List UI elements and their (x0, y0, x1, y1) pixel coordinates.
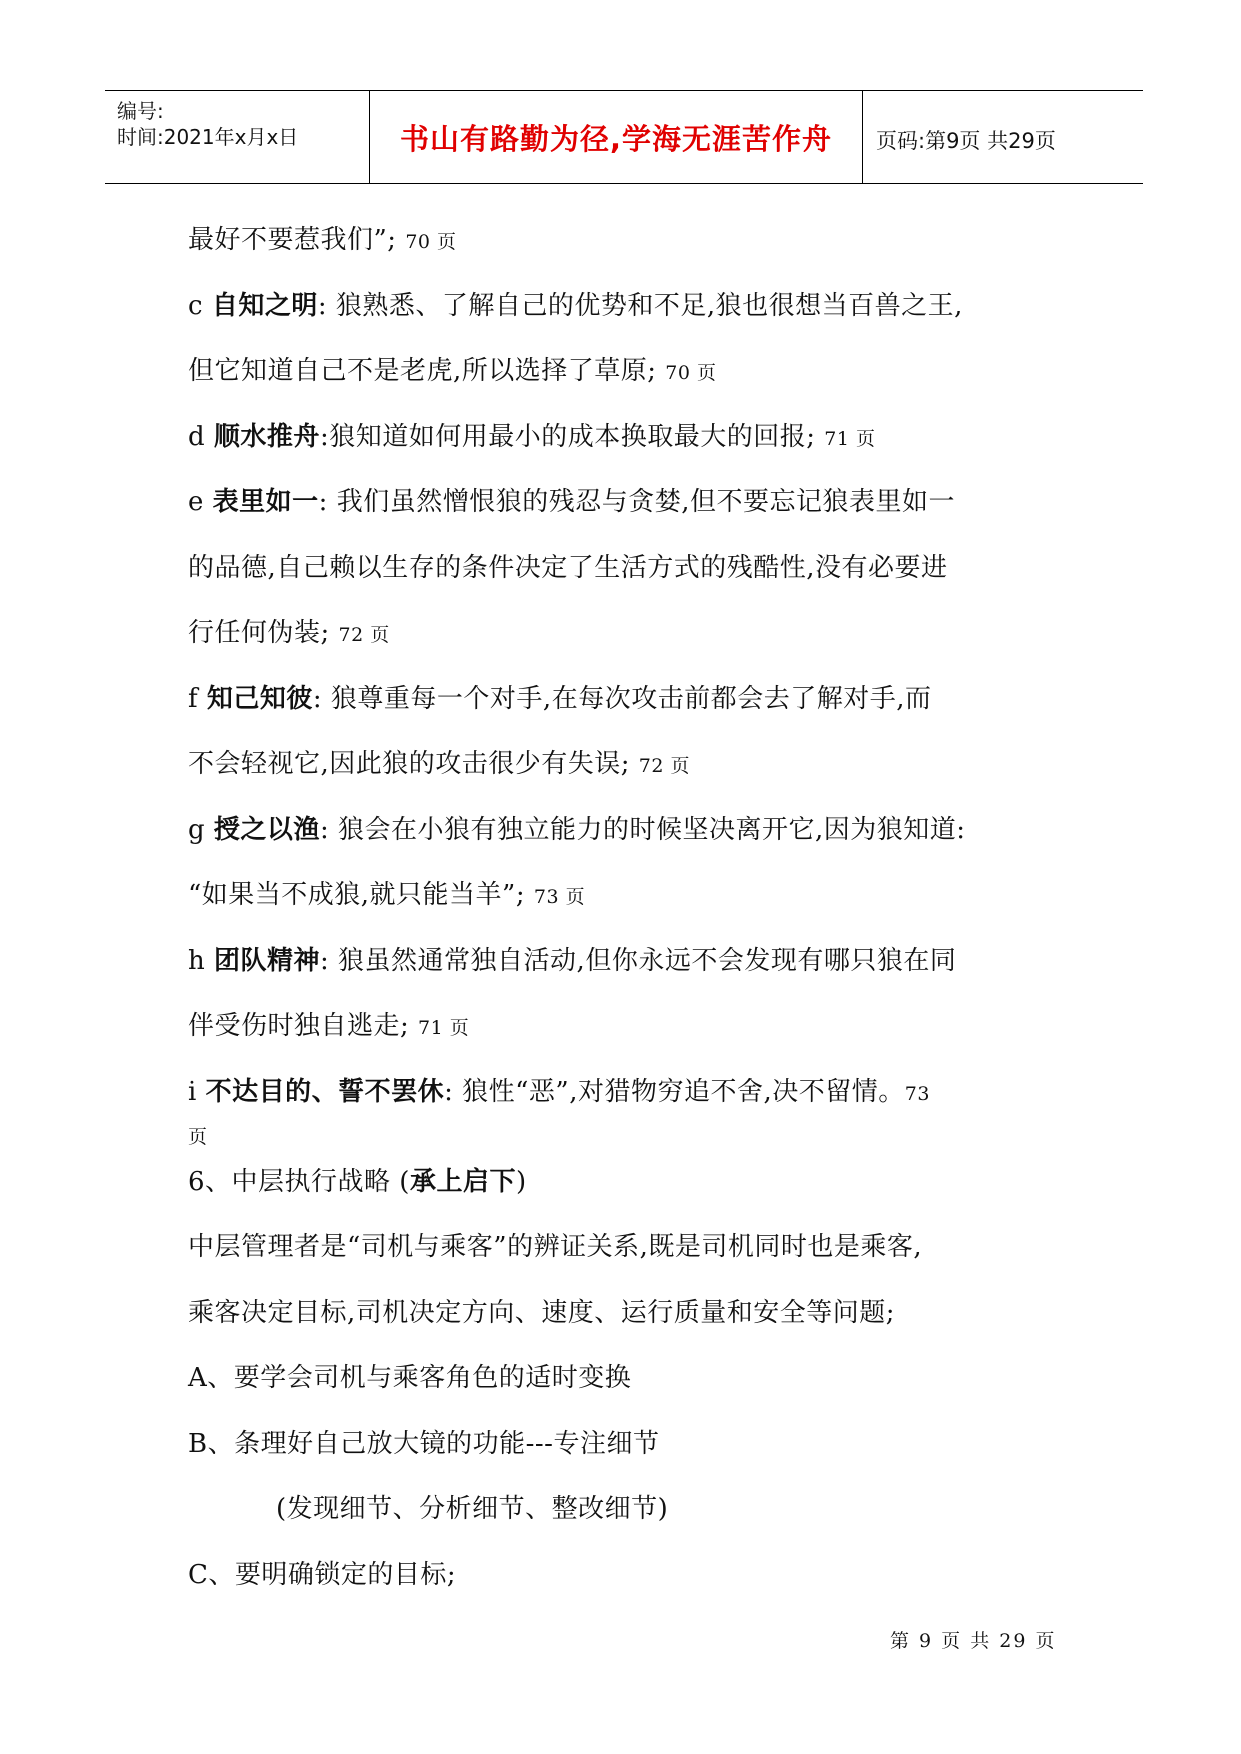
motto: 书山有路勤为径,学海无涯苦作舟 (399, 122, 833, 156)
term-heading: 团队精神 (214, 945, 321, 976)
section-heading: 6、中层执行战略 (承上启下) (188, 1166, 527, 1197)
indented-line: (发现细节、分析细节、整改细节) (276, 1494, 669, 1524)
paragraph-line: 乘客决定目标,司机决定方向、速度、运行质量和安全等问题; (188, 1297, 896, 1328)
text-line: d 顺水推舟:狼知道如何用最小的成本换取最大的回报; 71 页 (188, 421, 876, 452)
wrap-line: 页 (188, 1125, 208, 1148)
text-line: 但它知道自己不是老虎,所以选择了草原; 70 页 (188, 356, 717, 386)
header-page-cell (862, 91, 1143, 183)
text-line: h 团队精神: 狼虽然通常独自活动,但你永远不会发现有哪只狼在同 (188, 945, 957, 976)
term-heading: 顺水推舟 (213, 421, 320, 452)
text-line: “如果当不成狼,就只能当羊”; 73 页 (188, 880, 586, 910)
text-line: 的品德,自己赖以生存的条件决定了生活方式的残酷性,没有必要进 (188, 552, 948, 583)
term-heading: 授之以渔 (213, 814, 320, 845)
time-label: 时间:2021年x月x日 (117, 125, 299, 149)
page-footer: 第 9 页 共 29 页 (890, 1630, 1057, 1652)
term-heading: 自知之明 (211, 290, 318, 321)
header-page-info: 页码:第9页 共29页 (876, 129, 1056, 153)
document-body (188, 215, 1068, 1615)
text-line: 行任何伪装; 72 页 (188, 618, 390, 648)
text-line: e 表里如一: 我们虽然憎恨狼的残忍与贪婪,但不要忘记狼表里如一 (188, 487, 955, 517)
text-line: 最好不要惹我们”; 70 页 (188, 225, 457, 255)
text-line: 不会轻视它,因此狼的攻击很少有失误; 72 页 (188, 749, 691, 779)
term-heading: 知己知彼 (206, 683, 313, 714)
paragraph-line: A、要学会司机与乘客角色的适时变换 (188, 1363, 632, 1393)
term-heading: 表里如一 (212, 487, 319, 517)
header-meta-cell (105, 91, 369, 183)
header-motto-cell (369, 91, 863, 183)
text-line: c 自知之明: 狼熟悉、了解自己的优势和不足,狼也很想当百兽之王, (188, 290, 963, 321)
page-header (105, 90, 1143, 184)
number-label: 编号: (117, 99, 164, 123)
text-line: g 授之以渔: 狼会在小狼有独立能力的时候坚决离开它,因为狼知道: (188, 814, 966, 845)
paragraph-line: 中层管理者是“司机与乘客”的辨证关系,既是司机同时也是乘客, (188, 1232, 923, 1262)
text-line: i 不达目的、誓不罢休: 狼性“恶”,对猎物穷追不舍,决不留情。73 (188, 1076, 930, 1107)
text-line: 伴受伤时独自逃走; 71 页 (188, 1011, 470, 1041)
text-line: f 知己知彼: 狼尊重每一个对手,在每次攻击前都会去了解对手,而 (188, 683, 932, 714)
paragraph-line: C、要明确锁定的目标; (188, 1559, 457, 1590)
paragraph-line: B、条理好自己放大镜的功能---专注细节 (188, 1428, 660, 1459)
term-heading: 不达目的、誓不罢休 (205, 1076, 445, 1107)
